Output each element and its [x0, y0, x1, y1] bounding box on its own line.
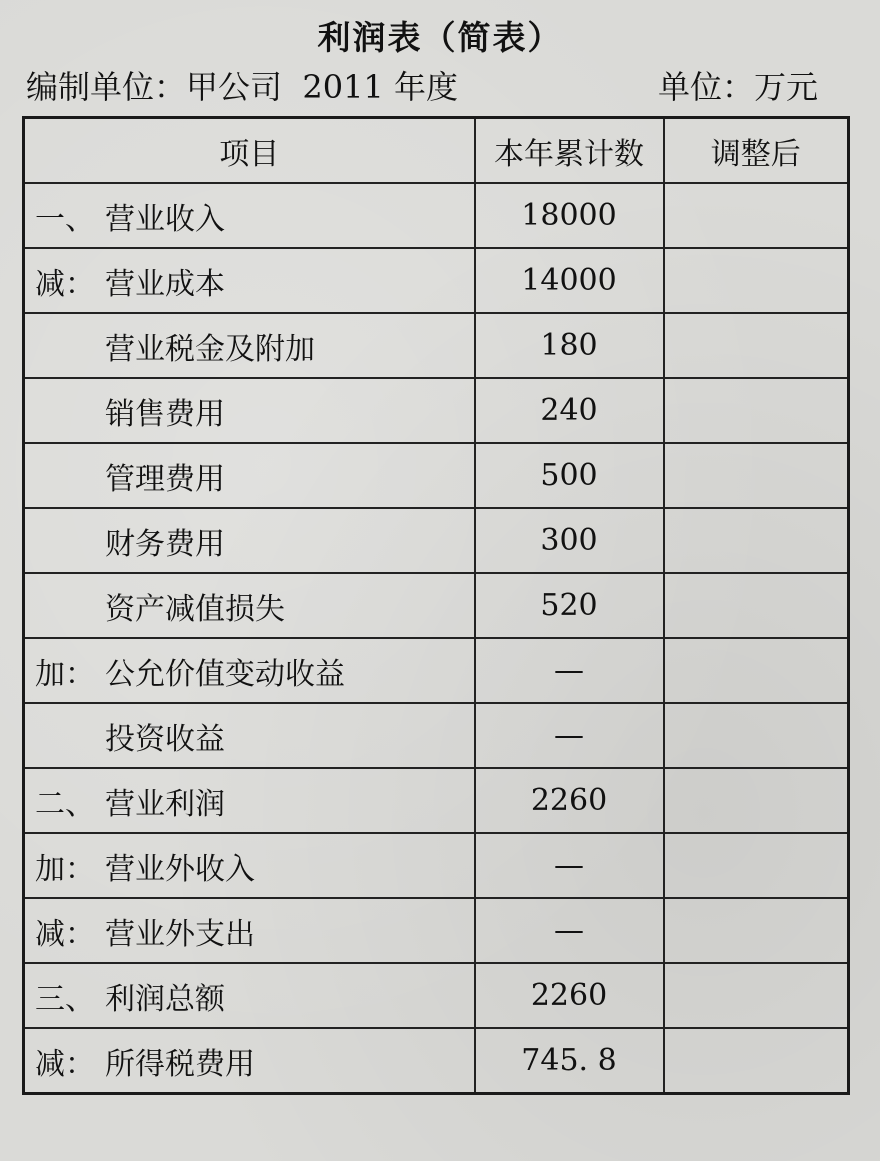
row-label: 管理费用 — [105, 461, 225, 497]
row-adjusted-value — [664, 768, 849, 833]
table-row — [24, 573, 849, 638]
row-ytd-value: 520 — [475, 573, 664, 638]
row-label: 利润总额 — [105, 981, 225, 1017]
row-ytd-value: 14000 — [475, 248, 664, 313]
row-ytd-value: 18000 — [475, 183, 664, 248]
row-ytd-value: 240 — [475, 378, 664, 443]
row-ytd-value: 500 — [475, 443, 664, 508]
row-prefix: 三、 — [35, 981, 95, 1017]
row-item-cell — [24, 443, 475, 508]
row-adjusted-value — [664, 638, 849, 703]
row-ytd-value: 300 — [475, 508, 664, 573]
row-item-cell — [24, 378, 475, 443]
document-title: 利润表（简表） — [317, 18, 563, 57]
row-prefix: 减： — [35, 916, 95, 952]
row-adjusted-value — [664, 1028, 849, 1094]
reporting-entity-and-year: 编制单位：甲公司 2011 年度 — [26, 68, 458, 106]
row-label: 营业外支出 — [105, 916, 255, 952]
row-adjusted-value — [664, 898, 849, 963]
row-prefix: 减： — [35, 266, 95, 302]
row-item-cell — [24, 313, 475, 378]
row-ytd-value: — — [475, 703, 664, 768]
header-ytd: 本年累计数 — [475, 118, 664, 184]
row-ytd-value: 2260 — [475, 963, 664, 1028]
table-row — [24, 638, 849, 703]
row-item-cell — [24, 768, 475, 833]
table-row — [24, 443, 849, 508]
currency-unit: 单位：万元 — [658, 68, 819, 106]
table-row — [24, 768, 849, 833]
row-label: 营业利润 — [105, 786, 225, 822]
row-item-cell — [24, 573, 475, 638]
row-adjusted-value — [664, 313, 849, 378]
table-row — [24, 833, 849, 898]
row-label: 营业外收入 — [105, 851, 255, 887]
row-label: 投资收益 — [105, 721, 225, 757]
row-label: 公允价值变动收益 — [105, 656, 345, 692]
income-statement-table — [22, 116, 850, 1095]
table-row — [24, 183, 849, 248]
row-item-cell — [24, 183, 475, 248]
row-item-cell — [24, 898, 475, 963]
row-item-cell — [24, 248, 475, 313]
row-prefix: 加： — [35, 656, 95, 692]
row-prefix: 减： — [35, 1046, 95, 1082]
row-adjusted-value — [664, 508, 849, 573]
row-adjusted-value — [664, 443, 849, 508]
table-row — [24, 313, 849, 378]
row-adjusted-value — [664, 573, 849, 638]
table-row — [24, 508, 849, 573]
row-adjusted-value — [664, 963, 849, 1028]
row-label: 资产减值损失 — [105, 591, 285, 627]
row-item-cell — [24, 833, 475, 898]
table-row — [24, 898, 849, 963]
table-header-row — [24, 118, 849, 184]
row-item-cell — [24, 638, 475, 703]
row-item-cell — [24, 703, 475, 768]
row-ytd-value: — — [475, 833, 664, 898]
row-ytd-value: — — [475, 898, 664, 963]
row-adjusted-value — [664, 833, 849, 898]
row-ytd-value: 180 — [475, 313, 664, 378]
row-item-cell — [24, 963, 475, 1028]
row-prefix: 二、 — [35, 786, 95, 822]
row-label: 所得税费用 — [105, 1046, 255, 1082]
row-item-cell — [24, 508, 475, 573]
row-label: 营业税金及附加 — [105, 331, 315, 367]
header-adjusted: 调整后 — [664, 118, 849, 184]
table-row — [24, 703, 849, 768]
row-prefix: 一、 — [35, 201, 95, 237]
row-ytd-value: 2260 — [475, 768, 664, 833]
row-label: 营业收入 — [105, 201, 225, 237]
row-adjusted-value — [664, 183, 849, 248]
row-label: 销售费用 — [105, 396, 225, 432]
table-row — [24, 378, 849, 443]
row-ytd-value: — — [475, 638, 664, 703]
row-adjusted-value — [664, 248, 849, 313]
row-item-cell — [24, 1028, 475, 1094]
row-adjusted-value — [664, 378, 849, 443]
row-prefix: 加： — [35, 851, 95, 887]
row-ytd-value: 745. 8 — [475, 1028, 664, 1094]
row-label: 财务费用 — [105, 526, 225, 562]
table-row — [24, 963, 849, 1028]
header-item: 项目 — [24, 118, 475, 184]
table-row — [24, 1028, 849, 1094]
row-adjusted-value — [664, 703, 849, 768]
table-row — [24, 248, 849, 313]
row-label: 营业成本 — [105, 266, 225, 302]
